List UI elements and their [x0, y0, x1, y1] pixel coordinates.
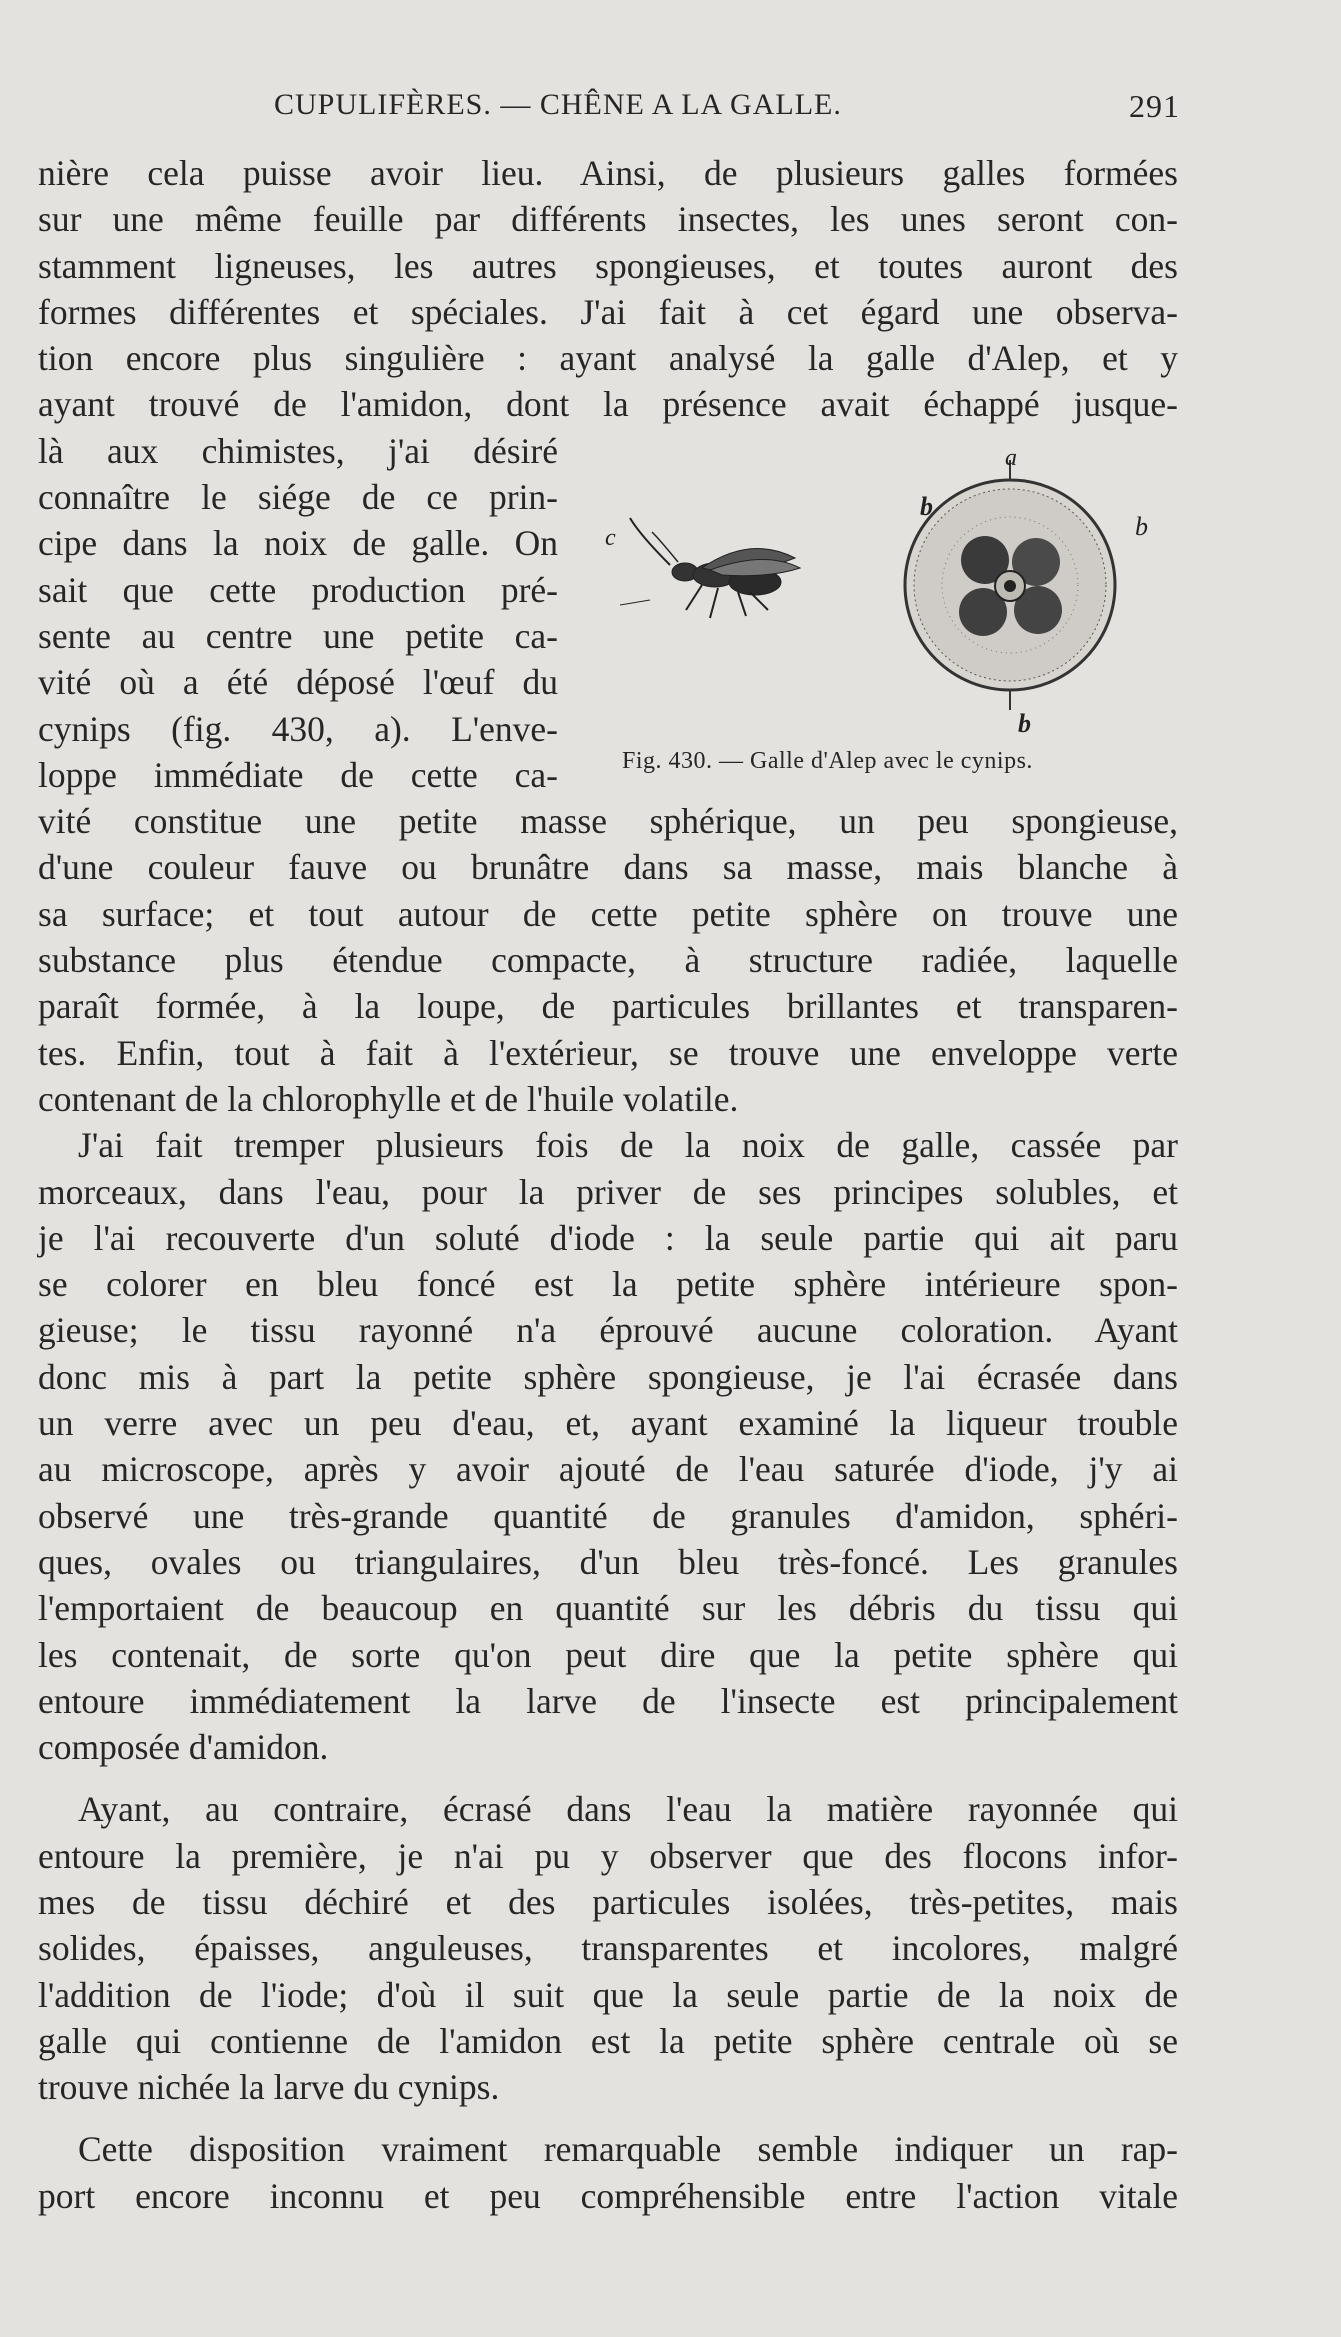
text-line: cynips (fig. 430, a). L'enve-	[38, 708, 558, 749]
text-line: trouve nichée la larve du cynips.	[38, 2067, 500, 2108]
page-number: 291	[1129, 88, 1180, 124]
text-line: nière cela puisse avoir lieu. Ainsi, de plusieurs galles formées	[38, 153, 1178, 193]
text-line: loppe immédiate de cette ca-	[38, 754, 558, 795]
cynips-insect-drawing	[620, 518, 800, 618]
label-b-left: b	[920, 492, 933, 521]
text-line: vité où a été déposé l'œuf du	[38, 662, 558, 703]
text-line: gieuse; le tissu rayonné n'a éprouvé aucune coloration. Ayant	[38, 1310, 1178, 1351]
text-line: Cette disposition vraiment remarquable semble indiquer un rap-	[78, 2129, 1178, 2170]
text-line: l'emportaient de beaucoup en quantité sur les débris du tissu qui	[38, 1588, 1178, 1629]
text-line: stamment ligneuses, les autres spongieuses, et toutes auront des	[38, 245, 1178, 286]
text-line: sait que cette production pré-	[38, 569, 558, 610]
text-line: d'une couleur fauve ou brunâtre dans sa masse, mais blanche à	[38, 847, 1178, 888]
text-line: mes de tissu déchiré et des particules isolées, très-petites, mais	[38, 1881, 1178, 1922]
text-line: se colorer en bleu foncé est la petite sphère intérieure spon-	[38, 1264, 1178, 1305]
text-line: donc mis à part la petite sphère spongieuse, je l'ai écrasée dans	[38, 1356, 1178, 1397]
text-line: tes. Enfin, tout à fait à l'extérieur, se trouve une enveloppe verte	[38, 1032, 1178, 1073]
gall-cross-section-drawing	[905, 460, 1115, 710]
text-line: sente au centre une petite ca-	[38, 615, 558, 656]
text-line: tion encore plus singulière : ayant analysé la galle d'Alep, et y	[38, 338, 1178, 379]
text-line: connaître le siége de ce prin-	[38, 477, 558, 518]
label-c: c	[605, 525, 616, 551]
text-line: galle qui contienne de l'amidon est la petite sphère centrale où se	[38, 2020, 1178, 2061]
text-line: composée d'amidon.	[38, 1727, 329, 1768]
text-line: ayant trouvé de l'amidon, dont la présence avait échappé jusque-	[38, 384, 1178, 425]
text-line: solides, épaisses, anguleuses, transparentes et incolores, malgré	[38, 1928, 1178, 1969]
label-a: a	[1005, 445, 1017, 471]
text-line: vité constitue une petite masse sphérique, un peu spongieuse,	[38, 801, 1178, 842]
label-b-right: b	[1135, 512, 1148, 541]
text-line: Ayant, au contraire, écrasé dans l'eau la matière rayonnée qui	[78, 1789, 1178, 1830]
text-line: J'ai fait tremper plusieurs fois de la noix de galle, cassée par	[78, 1125, 1178, 1166]
text-line: observé une très-grande quantité de granules d'amidon, sphéri-	[38, 1495, 1178, 1536]
text-line: formes différentes et spéciales. J'ai fait à cet égard une observa-	[38, 291, 1178, 332]
figure-caption: Fig. 430. — Galle d'Alep avec le cynips.	[622, 748, 1033, 774]
text-line: port encore inconnu et peu compréhensible entre l'action vitale	[38, 2175, 1178, 2216]
text-line: là aux chimistes, j'ai désiré	[38, 430, 558, 471]
text-line: l'addition de l'iode; d'où il suit que la seule partie de la noix de	[38, 1974, 1178, 2015]
text-line: au microscope, après y avoir ajouté de l'eau saturée d'iode, j'y ai	[38, 1449, 1178, 1490]
text-line: je l'ai recouverte d'un soluté d'iode : la seule partie qui ait paru	[38, 1217, 1178, 1258]
text-line: cipe dans la noix de galle. On	[38, 523, 558, 564]
text-line: paraît formée, à la loupe, de particules brillantes et transparen-	[38, 986, 1178, 1027]
text-line: un verre avec un peu d'eau, et, ayant examiné la liqueur trouble	[38, 1403, 1178, 1444]
text-line: entoure la première, je n'ai pu y observer que des flocons infor-	[38, 1835, 1178, 1876]
text-line: ques, ovales ou triangulaires, d'un bleu très-foncé. Les granules	[38, 1541, 1178, 1582]
text-line: morceaux, dans l'eau, pour la priver de ses principes solubles, et	[38, 1171, 1178, 1212]
label-b-bottom: b	[1018, 709, 1031, 738]
text-line: les contenait, de sorte qu'on peut dire que la petite sphère qui	[38, 1634, 1178, 1675]
text-line: entoure immédiatement la larve de l'insecte est principalement	[38, 1680, 1178, 1721]
running-title: CUPULIFÈRES. — CHÊNE A LA GALLE.	[274, 88, 842, 121]
text-line: substance plus étendue compacte, à structure radiée, laquelle	[38, 940, 1178, 981]
text-line: sa surface; et tout autour de cette petite sphère on trouve une	[38, 893, 1178, 934]
text-line: sur une même feuille par différents insectes, les unes seront con-	[38, 199, 1178, 240]
text-line: contenant de la chlorophylle et de l'huile volatile.	[38, 1078, 739, 1119]
